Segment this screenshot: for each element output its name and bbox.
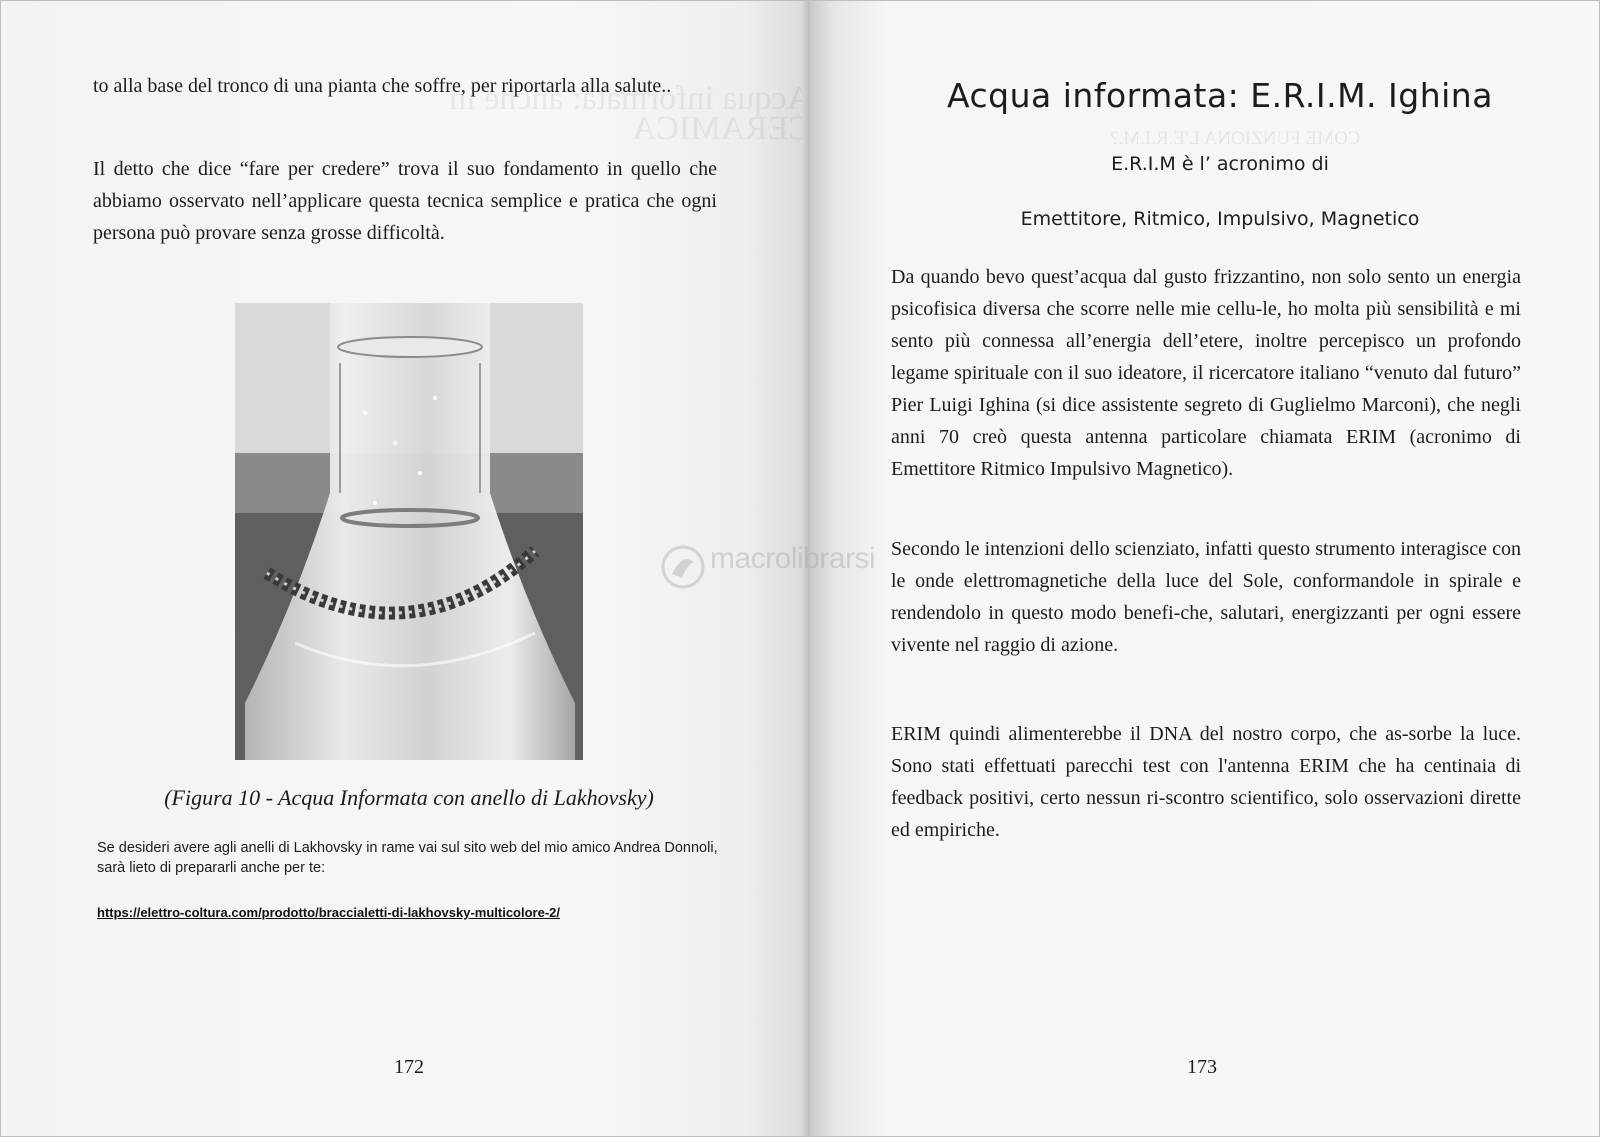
right-paragraph-2: Secondo le intenzioni dello scienziato, infatti questo strumento interagisce con le onde elettromagnetiche della luce del Sole, conformandole in spirale e rendendolo in questo modo benefi-che, salutari, energizzanti per ogni essere vivente nel raggio di azione. bbox=[891, 538, 1521, 656]
acronym-intro: E.R.I.M è l’ acronimo di bbox=[1111, 153, 1329, 175]
page-number-right: 173 bbox=[1187, 1056, 1217, 1078]
chapter-title: Acqua informata: E.R.I.M. Ighina bbox=[947, 76, 1493, 115]
figure-caption: (Figura 10 - Acqua Informata con anello di Lakhovsky) bbox=[164, 785, 654, 810]
product-link[interactable]: https://elettro-coltura.com/prodotto/braccialetti-di-lakhovsky-multicolore-2/ bbox=[97, 905, 561, 920]
watermark-brand: macrolibrarsi bbox=[710, 542, 876, 575]
ring-note: Se desideri avere agli anelli di Lakhovsky in rame vai sul sito web del mio amico Andrea Donnoli, sarà lieto di prepararli anche per te: bbox=[97, 840, 718, 876]
right-paragraph-3: ERIM quindi alimenterebbe il DNA del nostro corpo, che as-sorbe la luce. Sono stati effettuati parecchi test con l'antenna ERIM che ha centinaia di feedback positivi, certo nessun ri-scontro scientifico, solo osservazioni dirette ed empiriche. bbox=[891, 723, 1521, 841]
left-paragraph-1: to alla base del tronco di una pianta che soffre, per riportarla alla salute.. bbox=[93, 75, 672, 97]
acronym-expansion: Emettitore, Ritmico, Impulsivo, Magnetico bbox=[1020, 208, 1420, 230]
right-paragraph-1: Da quando bevo quest’acqua dal gusto frizzantino, non solo sento un energia psicofisica diversa che scorre nelle mie cellu-le, ho molta più sensibilità e mi sento più connessa all’energia dell’etere, inoltre percepisco un profondo legame spirituale con il suo ideatore, il ricercatore italiano “venuto dal futuro” Pier Luigi Ighina (si dice assistente segreto di Guglielmo Marconi), che negli anni 70 creò questa antenna particolare chiamata ERIM (acronimo di Emettitore Ritmico Impulsivo Magnetico). bbox=[891, 266, 1521, 480]
bleed-through-heading: Acqua informata: anche in CERAMICA bbox=[449, 80, 811, 147]
bleed-through-subheading: COME FUNZIONA L'E.R.I.M.? bbox=[1110, 128, 1361, 149]
page-number-left: 172 bbox=[394, 1056, 424, 1078]
left-paragraph-2: Il detto che dice “fare per credere” trova il suo fondamento in quello che abbiamo osservato nell’applicare questa tecnica semplice e pratica che ogni persona può provare senza grosse difficoltà. bbox=[93, 158, 717, 244]
figure-photo-glass-with-ring bbox=[235, 303, 583, 760]
